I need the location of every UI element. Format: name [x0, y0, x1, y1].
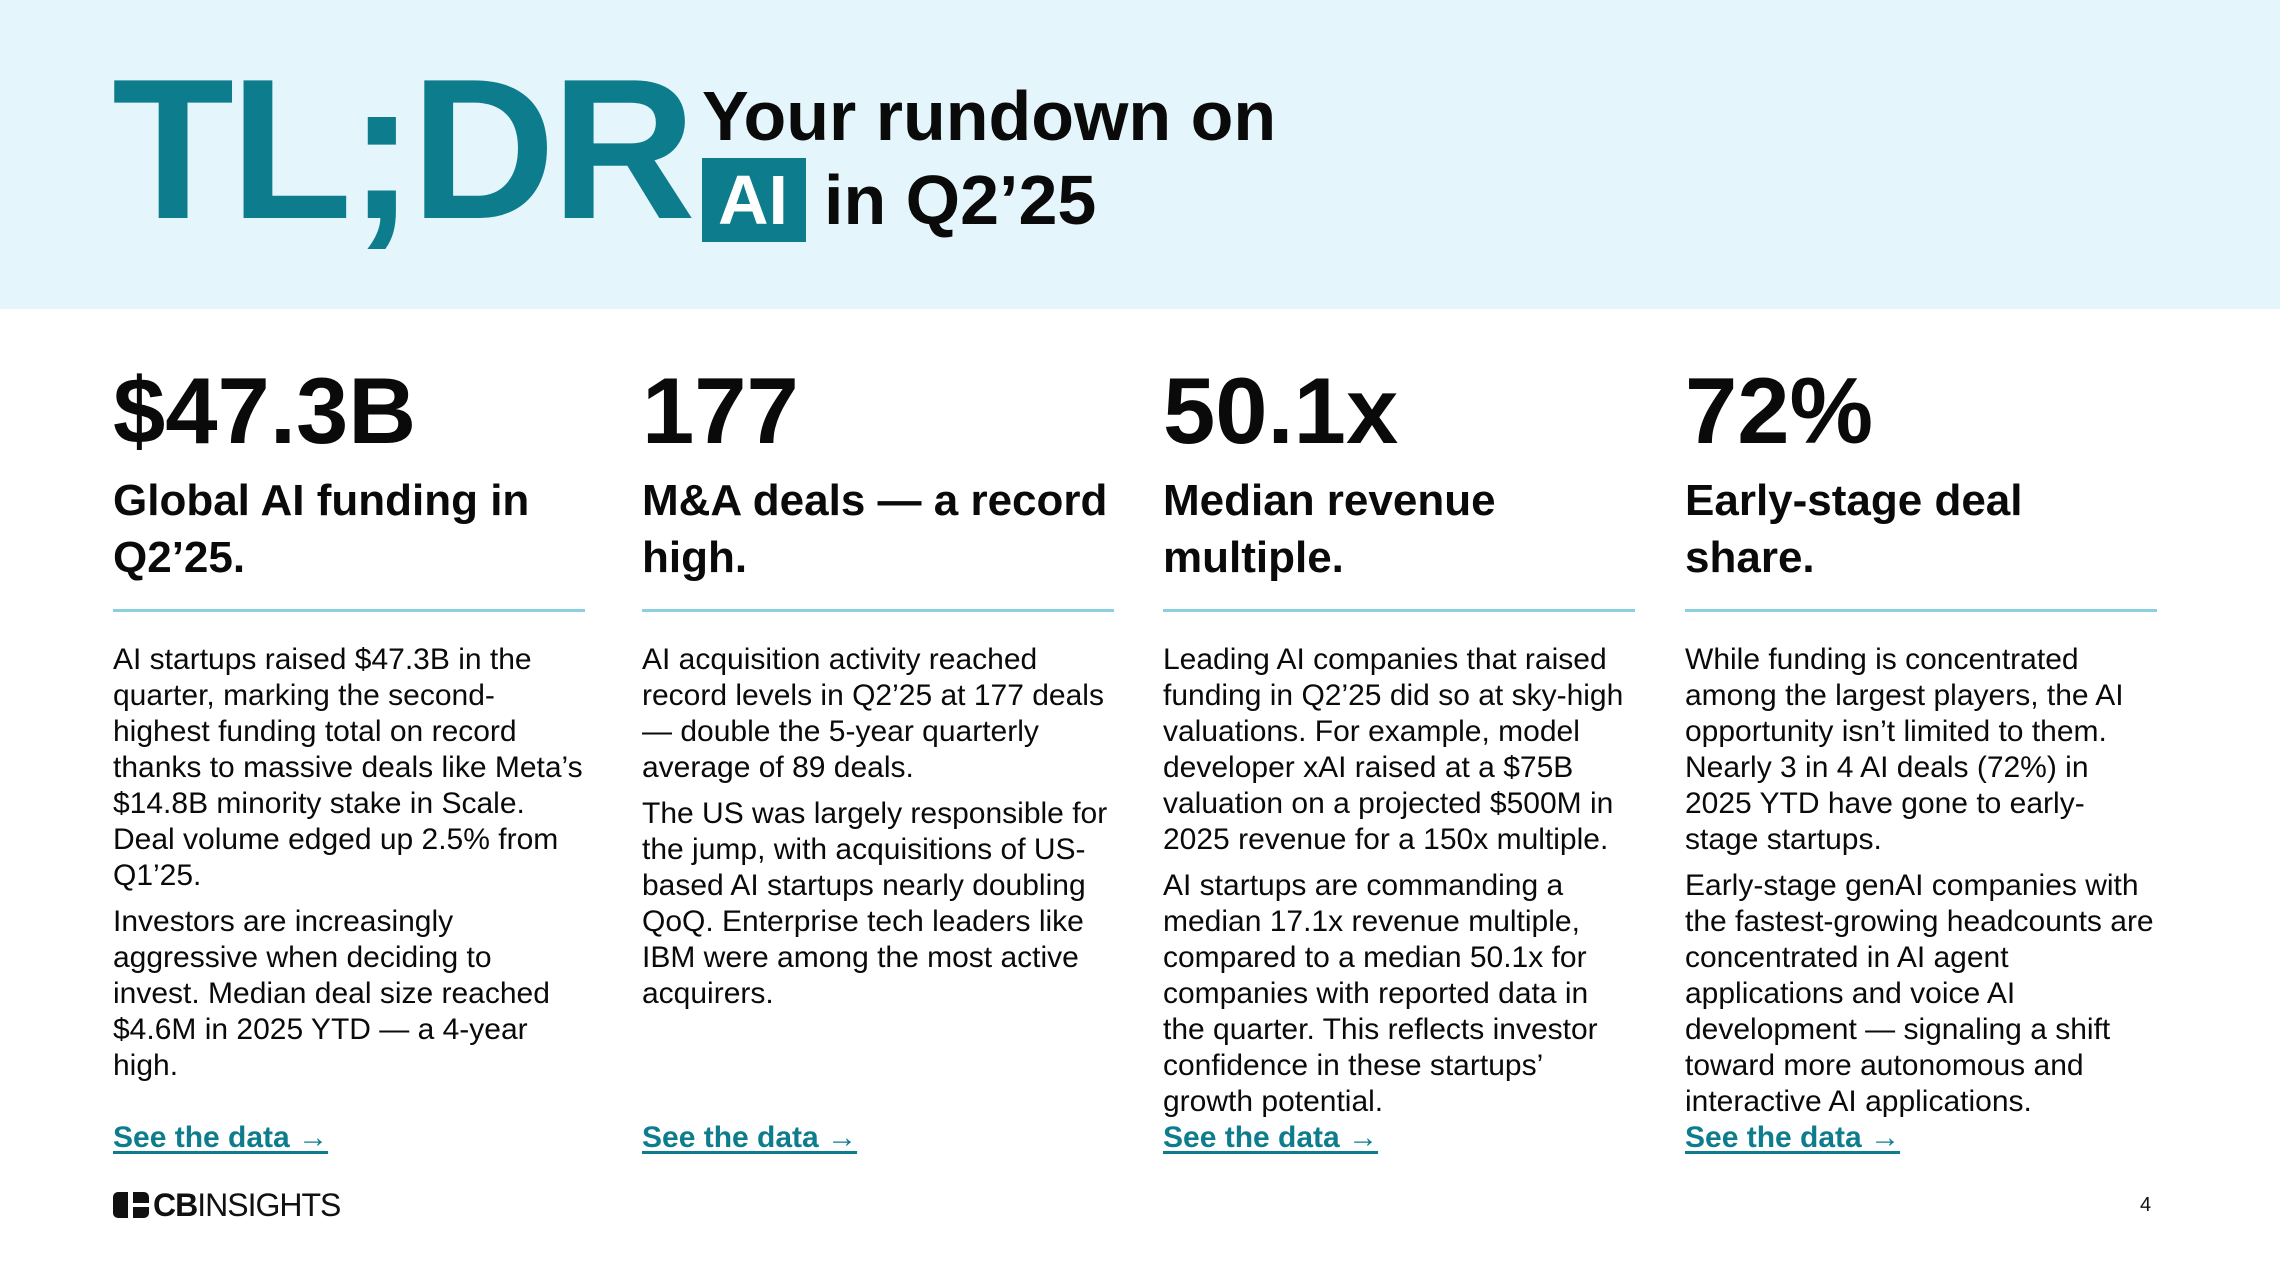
divider: [1685, 609, 2157, 612]
see-the-data-link-revenue-multiple[interactable]: See the data →: [1163, 1121, 1379, 1154]
stat-label: Early-stage deal share.: [1685, 476, 2023, 582]
stat-paragraph: Leading AI companies that raised funding in Q2’25 did so at sky-high valuations. For example, model developer xAI raised at a $75B valuation on a projected $500M in 2025 revenue for a 150x multiple.: [1163, 643, 1624, 856]
stat-body: [113, 642, 585, 1084]
page-number: 4: [2140, 1194, 2152, 1216]
stat-metric: 50.1x: [1163, 358, 1399, 463]
cb-insights-logo-icon: [113, 1192, 149, 1218]
subtitle-line-2-text: in Q2’25: [824, 161, 1097, 239]
stat-column-funding: [113, 356, 585, 1094]
stat-body: [642, 642, 1114, 1012]
tldr-title: TL;DR: [112, 38, 692, 261]
stat-paragraph: While funding is concentrated among the largest players, the AI opportunity isn’t limited to them. Nearly 3 in 4 AI deals (72%) in 2025 YTD have gone to early-stage startups.: [1685, 643, 2124, 856]
divider: [1163, 609, 1635, 612]
divider: [642, 609, 1114, 612]
subtitle-line-1: Your rundown on: [702, 77, 1277, 155]
stat-paragraph: Investors are increasingly aggressive when deciding to invest. Median deal size reached $4.6M in 2025 YTD — a 4-year high.: [113, 905, 550, 1082]
see-the-data-link-funding[interactable]: See the data →: [113, 1121, 329, 1154]
cb-insights-logo: [113, 1187, 341, 1223]
page-subtitle: [702, 74, 1276, 242]
stat-metric: 177: [642, 358, 799, 463]
stat-body: [1163, 642, 1635, 1120]
logo-text-regular: INSIGHTS: [197, 1187, 341, 1223]
see-the-data-link-early-stage[interactable]: See the data →: [1685, 1121, 1901, 1154]
stat-column-revenue-multiple: [1163, 356, 1635, 1130]
stat-paragraph: AI startups raised $47.3B in the quarter, marking the second-highest funding total on record thanks to massive deals like Meta’s $14.8B minority stake in Scale. Deal volume edged up 2.5% from Q1’25.: [113, 643, 583, 892]
stat-metric: $47.3B: [113, 358, 417, 463]
divider: [113, 609, 585, 612]
subtitle-line-2: [702, 158, 1276, 242]
stat-body: [1685, 642, 2157, 1120]
stat-paragraph: The US was largely responsible for the jump, with acquisitions of US-based AI startups nearly doubling QoQ. Enterprise tech leaders like IBM were among the most active acquirers.: [642, 797, 1108, 1010]
stat-column-early-stage: [1685, 356, 2157, 1130]
logo-text-bold: CB: [153, 1187, 198, 1223]
stat-paragraph: AI startups are commanding a median 17.1x revenue multiple, compared to a median 50.1x for companies with reported data in the quarter. This reflects investor confidence in these startups’ growth potential.: [1163, 869, 1598, 1118]
stat-paragraph: Early-stage genAI companies with the fastest-growing headcounts are concentrated in AI agent applications and voice AI development — signaling a shift toward more autonomous and interactive AI applications.: [1685, 869, 2154, 1118]
ai-highlight-badge: AI: [702, 158, 806, 242]
stat-metric: 72%: [1685, 358, 1874, 463]
stat-label: M&A deals — a record high.: [642, 476, 1108, 582]
stat-label: Global AI funding in Q2’25.: [113, 476, 530, 582]
stat-label: Median revenue multiple.: [1163, 476, 1496, 582]
see-the-data-link-ma-deals[interactable]: See the data →: [642, 1121, 858, 1154]
stat-column-ma-deals: [642, 356, 1114, 1022]
stat-paragraph: AI acquisition activity reached record levels in Q2’25 at 177 deals — double the 5-year quarterly average of 89 deals.: [642, 643, 1104, 784]
